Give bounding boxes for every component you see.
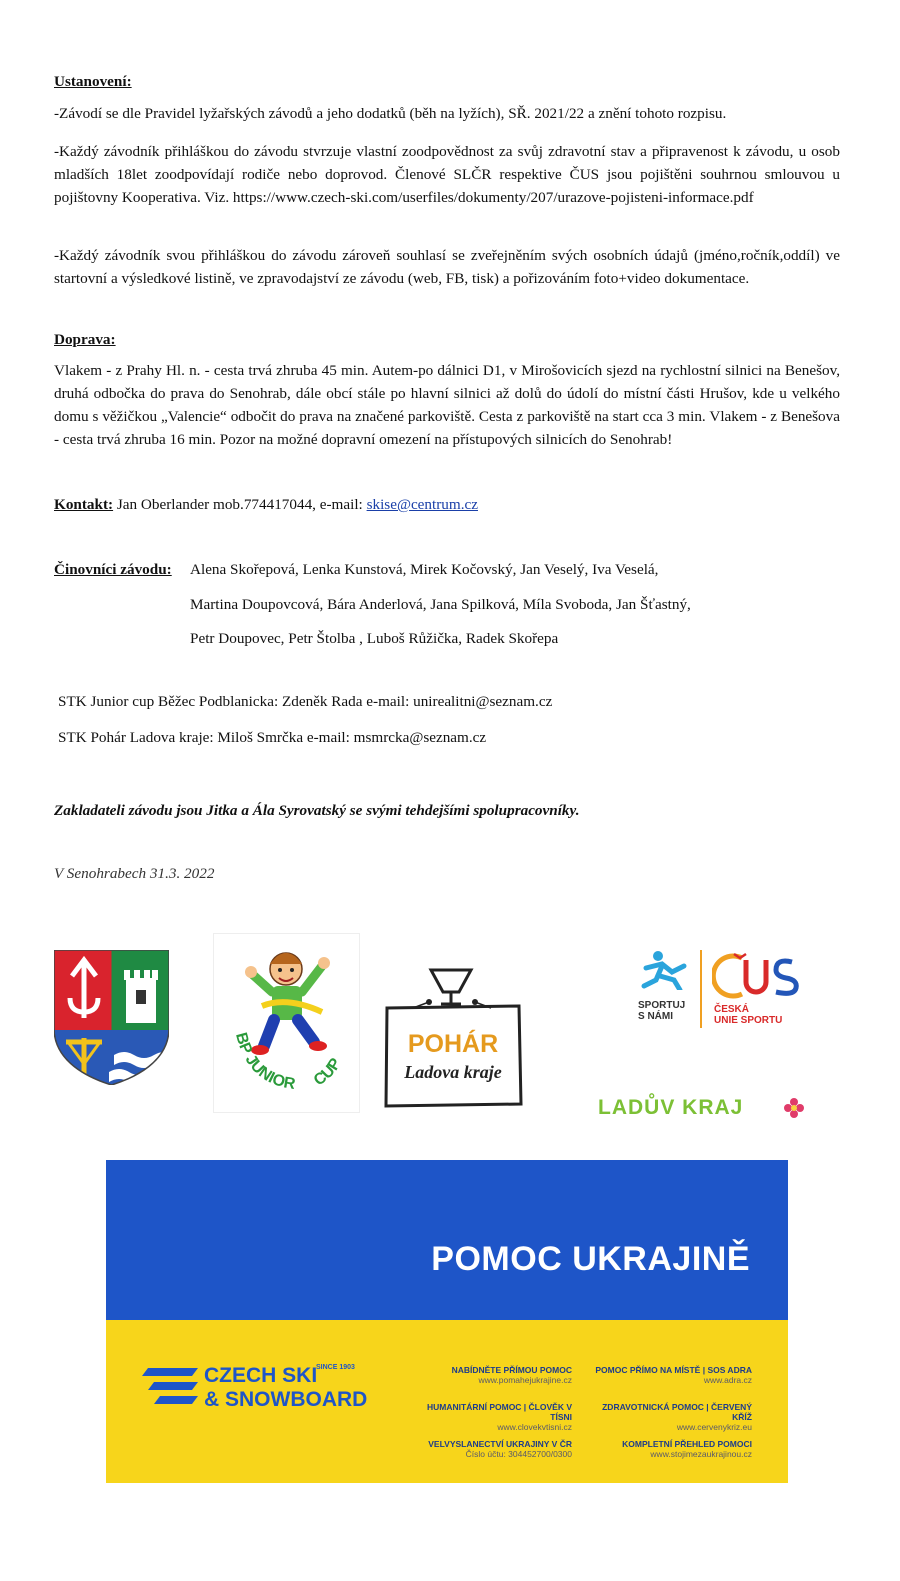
sportuj-runner-icon [638, 950, 698, 990]
czech-ski-stripes-icon [140, 1366, 200, 1410]
cinovnici-line-1: Alena Skořepová, Lenka Kunstová, Mirek Kočovský, Jan Veselý, Iva Veselá, [190, 561, 659, 578]
paragraph-zodpovednost: -Každý závodník přihláškou do závodu stvrzuje vlastní zoodpovědnost za svůj zdravotní stav a připravenost k závodu, u osob mladších 18let zoodpovídají rodiče nebo doprovod. Členové SLČR respektive ČUS jsou pojištěni souhrnou smlouvou u pojištovny Kooperativa. Viz. https://www.czech-ski.com/userfiles/dokumenty/207/urazove-pojisteni-informace.pdf [54, 143, 840, 206]
paragraph-doprava: Vlakem - z Prahy Hl. n. - cesta trvá zhruba 45 min. Autem-po dálnici D1, v Mirošovicích sjezd na rychlostní silnici na Benešov, druhá odbočka do prava do Senohrab, dále obcí stále po hlavní silnici až dolů do údolí do místní části Hrušov, kde u velkého domu s věžičkou „Valencie“ odbočit do prava na značené parkoviště. Cesta z parkoviště na start cca 3 min. Vlakem - z Benešova - cesta trvá zhruba 16 min. Pozor na možné dopravní omezení na přístupových silnicích do Senohrab! [54, 362, 840, 448]
section-heading-doprava: Doprava: [54, 331, 116, 348]
cinovnici-line-3: Petr Doupovec, Petr Štolba , Luboš Růžička, Radek Skořepa [190, 630, 559, 647]
pomoc-ukrajine-banner [106, 1160, 788, 1483]
pohar-title: POHÁR [407, 1030, 499, 1058]
paragraph-souhlas: -Každý závodník svou přihláškou do závodu zároveň souhlasí se zveřejněním svých osobních údajů (jméno,ročník,oddíl) ve startovní a výsledkové listině, ve zpravodajství ze závodu (web, FB, tisk) a pořizováním foto+video dokumentace. [54, 247, 840, 287]
help-cell: ZDRAVOTNICKÁ POMOC | ČERVENÝ KŘÍŽ www.cervenykriz.eu [602, 1402, 752, 1432]
sportuj-label: SPORTUJ S NÁMI [638, 1000, 686, 1022]
bp-junior-cup-logo [213, 933, 360, 1113]
help-cell: KOMPLETNÍ PŘEHLED POMOCI www.stojimezaukrajinou.cz [622, 1439, 752, 1459]
cinovnici-line-2: Martina Doupovcová, Bára Anderlová, Jana Spilková, Míla Svoboda, Jan Šťastný, [190, 596, 691, 613]
stk-junior-cup: STK Junior cup Běžec Podblanicka: Zdeněk Rada e-mail: unirealitni@seznam.cz [58, 693, 553, 710]
bp-junior-cup-text [214, 934, 359, 1112]
paragraph-pravidla: -Závodí se dle Pravidel lyžařských závodů a jeho dodatků (běh na lyžích), SŘ. 2021/22 a znění tohoto rozpisu. [54, 105, 727, 122]
svg-text:CUP: CUP [310, 1055, 345, 1090]
laduv-kraj-logo: LADŮV KRAJ [598, 1096, 744, 1119]
svg-text:BP JUNIOR: BP JUNIOR [232, 1030, 297, 1094]
section-heading-ustanoveni: Ustanovení: [54, 73, 132, 90]
kontakt-line: Kontakt: Jan Oberlander mob.774417044, e-mail: skise@centrum.cz [54, 496, 478, 513]
pohar-subtitle: Ladova kraje [404, 1062, 502, 1082]
kontakt-email-link[interactable]: skise@centrum.cz [366, 496, 478, 513]
coat-of-arms-logo [54, 950, 169, 1085]
cus-label: ČESKÁ UNIE SPORTU [714, 1004, 783, 1026]
brand-since: SINCE 1903 [316, 1364, 355, 1371]
cus-logo [632, 950, 807, 1030]
help-cell: POMOC PŘÍMO NA MÍSTĚ | SOS ADRA www.adra.cz [595, 1365, 752, 1385]
section-heading-cinovnici: Činovníci závodu: [54, 561, 172, 578]
flower-icon [784, 1098, 804, 1123]
cus-emblem-icon [712, 950, 807, 1000]
help-cell: VELVYSLANECTVÍ UKRAJINY V ČR Číslo účtu: 304452700/0300 [428, 1439, 572, 1459]
zakladatele-line: Zakladateli závodu jsou Jitka a Ála Syrovatský se svými tehdejšími spolupracovníky. [54, 802, 580, 819]
stk-pohar: STK Pohár Ladova kraje: Miloš Smrčka e-mail: msmrcka@seznam.cz [58, 729, 487, 746]
brand-czech-ski: CZECH SKI [204, 1364, 318, 1387]
pohar-ladova-kraje-logo [383, 968, 523, 1108]
help-cell: NABÍDNĚTE PŘÍMOU POMOC www.pomahejukrajine.cz [451, 1365, 572, 1385]
date-line: V Senohrabech 31.3. 2022 [54, 865, 215, 882]
help-cell: HUMANITÁRNÍ POMOC | ČLOVĚK V TÍSNI www.clovekvtisni.cz [427, 1402, 572, 1432]
brand-snowboard: & SNOWBOARD [204, 1388, 368, 1411]
banner-title: POMOC UKRAJINĚ [431, 1240, 750, 1278]
